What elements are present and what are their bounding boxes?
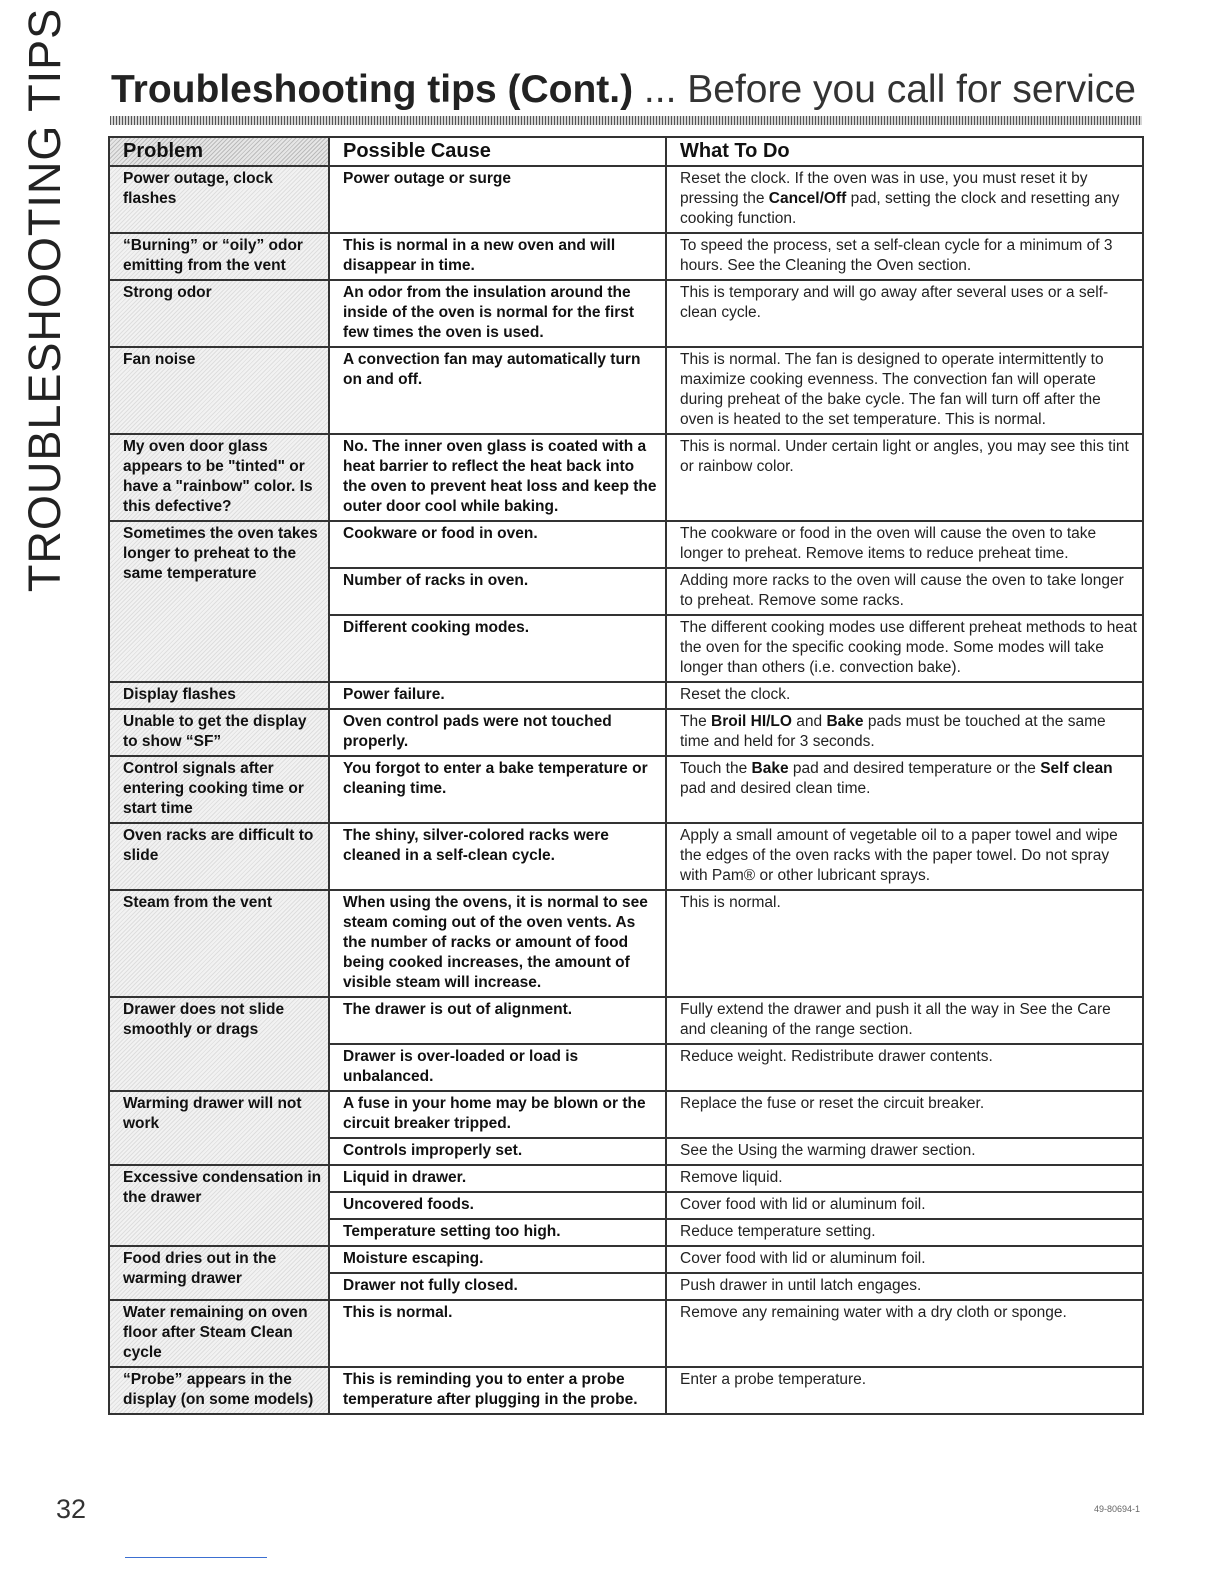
control-pad-name: Bake [751,760,789,777]
what-to-do-cell [666,1300,1143,1367]
text-segment: Reset the clock. If the oven was in use, you must reset it by pressing the [680,170,1088,207]
cause-cell: Drawer is over-loaded or load is unbalanced. [329,1044,666,1091]
page-title [111,68,1136,112]
what-to-do-cell [666,1138,1143,1165]
text-segment: Reset the clock. [680,686,791,703]
cause-cell: Different cooking modes. [329,615,666,682]
text-segment: This is normal. Under certain light or angles, you may see this tint or rainbow color. [680,438,1129,475]
problem-cell: Control signals after entering cooking time or start time [109,756,329,823]
text-segment: Cover food with lid or aluminum foil. [680,1196,926,1213]
text-segment: The different cooking modes use different preheat methods to heat the oven for the specific cooking mode. Some modes will take longer than others (i.e. convection bake). [680,619,1137,676]
table-row [109,233,1143,280]
text-segment: pads must be touched at the same time and held for 3 seconds. [680,713,1106,750]
table-row [109,890,1143,997]
text-segment: Replace the fuse or reset the circuit breaker. [680,1095,985,1112]
problem-cell: Excessive condensation in the drawer [109,1165,329,1246]
table-row [109,1300,1143,1367]
table-row [109,1165,1143,1192]
cause-cell: Moisture escaping. [329,1246,666,1273]
side-tab [19,7,70,593]
cause-cell: A convection fan may automatically turn on and off. [329,347,666,434]
table-row [109,682,1143,709]
text-segment: Enter a probe temperature. [680,1371,867,1388]
header-what-to-do: What To Do [666,137,1143,166]
what-to-do-cell [666,1091,1143,1138]
problem-cell: “Probe” appears in the display (on some models) [109,1367,329,1414]
text-segment: Push drawer in until latch engages. [680,1277,922,1294]
cause-cell: Drawer not fully closed. [329,1273,666,1300]
table-row [109,1367,1143,1414]
cause-cell: You forgot to enter a bake temperature or cleaning time. [329,756,666,823]
table-row [109,166,1143,233]
what-to-do-cell [666,280,1143,347]
problem-cell: Fan noise [109,347,329,434]
text-segment: Cover food with lid or aluminum foil. [680,1250,926,1267]
table-row [109,1246,1143,1273]
problem-cell: Oven racks are difficult to slide [109,823,329,890]
cause-cell: This is normal in a new oven and will disappear in time. [329,233,666,280]
cause-cell: The drawer is out of alignment. [329,997,666,1044]
table-body [109,166,1143,1414]
what-to-do-cell [666,1273,1143,1300]
what-to-do-cell [666,756,1143,823]
table-row [109,709,1143,756]
cause-cell: Temperature setting too high. [329,1219,666,1246]
problem-cell: Water remaining on oven floor after Steam Clean cycle [109,1300,329,1367]
table-row [109,521,1143,568]
cause-cell: Controls improperly set. [329,1138,666,1165]
text-segment: The cookware or food in the oven will cause the oven to take longer to preheat. Remove items to reduce preheat time. [680,525,1097,562]
cause-cell: Number of racks in oven. [329,568,666,615]
text-segment: Adding more racks to the oven will cause the oven to take longer to preheat. Remove some racks. [680,572,1124,609]
text-segment: See the Using the warming drawer section. [680,1142,976,1159]
cause-cell: This is normal. [329,1300,666,1367]
what-to-do-cell [666,709,1143,756]
text-segment: Reduce weight. Redistribute drawer contents. [680,1048,993,1065]
header-possible-cause: Possible Cause [329,137,666,166]
table-header-row [109,137,1143,166]
what-to-do-cell [666,166,1143,233]
problem-cell: Drawer does not slide smoothly or drags [109,997,329,1091]
text-segment: The [680,713,712,730]
what-to-do-cell [666,233,1143,280]
cause-cell: Power failure. [329,682,666,709]
troubleshooting-table [108,136,1144,1415]
title-divider [110,116,1142,125]
what-to-do-cell [666,1367,1143,1414]
what-to-do-cell [666,615,1143,682]
what-to-do-cell [666,682,1143,709]
control-pad-name: Broil HI/LO [711,713,792,730]
text-segment: Apply a small amount of vegetable oil to a paper towel and wipe the edges of the oven racks with the paper towel. Do not spray with Pam® or other lubricant sprays. [680,827,1118,884]
cause-cell: When using the ovens, it is normal to see steam coming out of the oven vents. As the number of racks or amount of food being cooked increases, the amount of visible steam will increase. [329,890,666,997]
cause-cell: This is reminding you to enter a probe temperature after plugging in the probe. [329,1367,666,1414]
problem-cell: “Burning” or “oily” odor emitting from the vent [109,233,329,280]
cause-cell: Cookware or food in oven. [329,521,666,568]
cause-cell: Liquid in drawer. [329,1165,666,1192]
text-segment: Touch the [680,760,752,777]
problem-cell: Warming drawer will not work [109,1091,329,1165]
what-to-do-cell [666,997,1143,1044]
what-to-do-cell [666,890,1143,997]
text-segment: Fully extend the drawer and push it all the way in See the Care and cleaning of the range section. [680,1001,1111,1038]
page-number: 32 [56,1494,87,1524]
text-segment: pad and desired temperature or the [788,760,1041,777]
cause-cell: The shiny, silver-colored racks were cleaned in a self-clean cycle. [329,823,666,890]
text-segment: This is normal. [680,894,781,911]
what-to-do-cell [666,521,1143,568]
what-to-do-cell [666,1044,1143,1091]
text-segment: This is normal. The fan is designed to operate intermittently to maximize cooking evenness. The convection fan will operate during preheat of the bake cycle. The fan will turn off after the oven is heated to the set temperature. This is normal. [680,351,1104,428]
text-segment: Remove any remaining water with a dry cloth or sponge. [680,1304,1067,1321]
table-row [109,823,1143,890]
what-to-do-cell [666,568,1143,615]
control-pad-name: Cancel/Off [768,190,847,207]
problem-cell: Unable to get the display to show “SF” [109,709,329,756]
page-title-light: ... Before you call for service [633,68,1136,111]
cause-cell: An odor from the insulation around the inside of the oven is normal for the first few times the oven is used. [329,280,666,347]
what-to-do-cell [666,1246,1143,1273]
table-row [109,1091,1143,1138]
text-segment: Reduce temperature setting. [680,1223,876,1240]
what-to-do-cell [666,1165,1143,1192]
what-to-do-cell [666,347,1143,434]
cause-cell: Oven control pads were not touched properly. [329,709,666,756]
text-segment: To speed the process, set a self-clean cycle for a minimum of 3 hours. See the Cleaning the Oven section. [680,237,1113,274]
header-problem: Problem [109,137,329,166]
what-to-do-cell [666,434,1143,521]
problem-cell: Strong odor [109,280,329,347]
problem-cell: Power outage, clock flashes [109,166,329,233]
cause-cell: Power outage or surge [329,166,666,233]
page-title-bold: Troubleshooting tips (Cont.) [111,68,634,111]
cause-cell: Uncovered foods. [329,1192,666,1219]
cause-cell: A fuse in your home may be blown or the circuit breaker tripped. [329,1091,666,1138]
table-row [109,347,1143,434]
problem-cell: Sometimes the oven takes longer to preheat to the same temperature [109,521,329,682]
footer-line [125,1557,267,1558]
text-segment: pad, setting the clock and resetting any cooking function. [680,190,1120,227]
problem-cell: Steam from the vent [109,890,329,997]
what-to-do-cell [666,1219,1143,1246]
control-pad-name: Bake [826,713,864,730]
problem-cell: Food dries out in the warming drawer [109,1246,329,1300]
text-segment: This is temporary and will go away after several uses or a self-clean cycle. [680,284,1109,321]
table-row [109,997,1143,1044]
control-pad-name: Self clean [1040,760,1113,777]
problem-cell: Display flashes [109,682,329,709]
text-segment: and [791,713,827,730]
cause-cell: No. The inner oven glass is coated with a heat barrier to reflect the heat back into the oven to prevent heat loss and keep the outer door cool while baking. [329,434,666,521]
table-row [109,280,1143,347]
document-code: 49-80694-1 [1093,1504,1140,1514]
side-tab-label: TROUBLESHOOTING TIPS [19,7,70,593]
table-row [109,756,1143,823]
text-segment: Remove liquid. [680,1169,783,1186]
table-row [109,434,1143,521]
problem-cell: My oven door glass appears to be "tinted" or have a "rainbow" color. Is this defective? [109,434,329,521]
what-to-do-cell [666,1192,1143,1219]
what-to-do-cell [666,823,1143,890]
text-segment: pad and desired clean time. [680,780,871,797]
